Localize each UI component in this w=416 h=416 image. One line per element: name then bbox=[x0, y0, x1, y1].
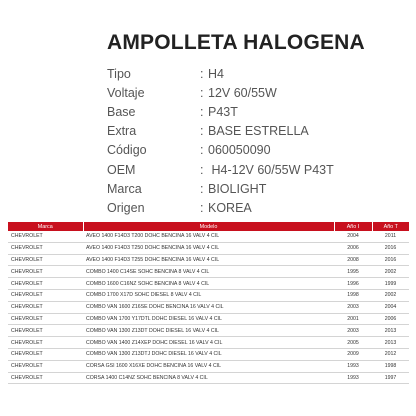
cell-modelo: CORSA GSI 1600 X16XE DOHC BENCINA 16 VALV 4 CIL bbox=[83, 360, 334, 372]
spec-row bbox=[107, 179, 407, 198]
cell-ano-termino: 2016 bbox=[372, 242, 409, 254]
table-row bbox=[8, 289, 409, 301]
cell-marca: CHEVROLET bbox=[8, 254, 83, 266]
spec-row bbox=[107, 198, 407, 217]
table-row bbox=[8, 242, 409, 254]
cell-marca: CHEVROLET bbox=[8, 348, 83, 360]
table-row bbox=[8, 360, 409, 372]
cell-modelo: COMBO VAN 1400 Z14XEP DOHC DIESEL 16 VALV 4 CIL bbox=[83, 337, 334, 349]
spec-row bbox=[107, 83, 407, 102]
cell-modelo: COMBO 1700 X17D SOHC DIESEL 8 VALV 4 CIL bbox=[83, 289, 334, 301]
cell-modelo: AVEO 1400 F14D3 T250 DOHC BENCINA 16 VALV 4 CIL bbox=[83, 242, 334, 254]
spec-key: OEM bbox=[107, 162, 136, 177]
cell-ano-termino: 1999 bbox=[372, 278, 409, 290]
cell-modelo: AVEO 1400 F14D3 T200 DOHC BENCINA 16 VALV 4 CIL bbox=[83, 231, 334, 242]
header-modelo[interactable]: Modelo bbox=[83, 222, 334, 231]
cell-ano-termino: 2006 bbox=[372, 313, 409, 325]
cell-modelo: COMBO VAN 1300 Z13DTJ DOHC DIESEL 16 VALV 4 CIL bbox=[83, 348, 334, 360]
cell-ano-inicio: 2001 bbox=[334, 313, 372, 325]
spec-separator: : bbox=[200, 200, 204, 215]
table-row bbox=[8, 325, 409, 337]
compatibility-table-wrapper bbox=[8, 222, 409, 384]
spec-separator: : bbox=[200, 66, 204, 81]
header-marca[interactable]: Marca bbox=[8, 222, 83, 231]
cell-ano-inicio: 1993 bbox=[334, 372, 372, 384]
cell-ano-termino: 2016 bbox=[372, 254, 409, 266]
cell-ano-termino: 2012 bbox=[372, 348, 409, 360]
cell-marca: CHEVROLET bbox=[8, 289, 83, 301]
spec-value: H4 bbox=[208, 66, 224, 81]
spec-separator: : bbox=[200, 124, 204, 139]
table-row bbox=[8, 313, 409, 325]
cell-ano-termino: 2013 bbox=[372, 325, 409, 337]
header-ano-inicio[interactable]: Año I bbox=[334, 222, 372, 231]
cell-modelo: COMBO 1600 C16NZ SOHC BENCINA 8 VALV 4 CIL bbox=[83, 278, 334, 290]
cell-ano-inicio: 2005 bbox=[334, 337, 372, 349]
cell-ano-inicio: 2008 bbox=[334, 254, 372, 266]
cell-modelo: COMBO VAN 1600 Z16SE DOHC BENCINA 16 VALV 4 CIL bbox=[83, 301, 334, 313]
spec-list bbox=[107, 64, 407, 218]
cell-marca: CHEVROLET bbox=[8, 301, 83, 313]
cell-marca: CHEVROLET bbox=[8, 337, 83, 349]
spec-row bbox=[107, 102, 407, 121]
spec-value: 060050090 bbox=[208, 143, 271, 158]
table-row bbox=[8, 231, 409, 242]
table-row bbox=[8, 266, 409, 278]
cell-ano-termino: 2002 bbox=[372, 266, 409, 278]
cell-ano-inicio: 2006 bbox=[334, 242, 372, 254]
cell-marca: CHEVROLET bbox=[8, 372, 83, 384]
spec-key: Código bbox=[107, 143, 147, 158]
cell-modelo: CORSA 1400 C14NZ SOHC BENCINA 8 VALV 4 CIL bbox=[83, 372, 334, 384]
spec-separator: : bbox=[200, 85, 204, 100]
cell-ano-inicio: 1996 bbox=[334, 278, 372, 290]
table-header-row bbox=[8, 222, 409, 231]
spec-key: Origen bbox=[107, 200, 145, 215]
table-body bbox=[8, 231, 409, 384]
spec-separator: : bbox=[200, 181, 204, 196]
spec-row bbox=[107, 64, 407, 83]
cell-ano-inicio: 2003 bbox=[334, 301, 372, 313]
cell-ano-inicio: 1993 bbox=[334, 360, 372, 372]
cell-marca: CHEVROLET bbox=[8, 325, 83, 337]
cell-ano-inicio: 1995 bbox=[334, 266, 372, 278]
spec-key: Tipo bbox=[107, 66, 131, 81]
spec-value: KOREA bbox=[208, 200, 252, 215]
cell-ano-termino: 1998 bbox=[372, 360, 409, 372]
spec-value: H4-12V 60/55W P43T bbox=[208, 162, 334, 177]
cell-modelo: COMBO VAN 1300 Z13DT DOHC DIESEL 16 VALV 4 CIL bbox=[83, 325, 334, 337]
cell-marca: CHEVROLET bbox=[8, 231, 83, 242]
cell-marca: CHEVROLET bbox=[8, 360, 83, 372]
cell-ano-inicio: 1998 bbox=[334, 289, 372, 301]
cell-modelo: AVEO 1400 F14D3 T255 DOHC BENCINA 16 VALV 4 CIL bbox=[83, 254, 334, 266]
cell-marca: CHEVROLET bbox=[8, 313, 83, 325]
cell-marca: CHEVROLET bbox=[8, 278, 83, 290]
compatibility-table bbox=[8, 222, 409, 384]
spec-row bbox=[107, 122, 407, 141]
spec-value: P43T bbox=[208, 104, 238, 119]
spec-separator: : bbox=[200, 143, 204, 158]
spec-separator: : bbox=[200, 162, 204, 177]
table-row bbox=[8, 254, 409, 266]
spec-row bbox=[107, 160, 407, 179]
cell-ano-inicio: 2003 bbox=[334, 325, 372, 337]
cell-modelo: COMBO VAN 1700 Y17DTL DOHC DIESEL 16 VALV 4 CIL bbox=[83, 313, 334, 325]
spec-key: Extra bbox=[107, 124, 137, 139]
spec-value: 12V 60/55W bbox=[208, 85, 277, 100]
spec-key: Voltaje bbox=[107, 85, 145, 100]
cell-ano-termino: 1997 bbox=[372, 372, 409, 384]
table-row bbox=[8, 372, 409, 384]
cell-marca: CHEVROLET bbox=[8, 266, 83, 278]
spec-key: Base bbox=[107, 104, 136, 119]
cell-ano-inicio: 2004 bbox=[334, 231, 372, 242]
spec-key: Marca bbox=[107, 181, 142, 196]
table-row bbox=[8, 278, 409, 290]
cell-ano-termino: 2013 bbox=[372, 337, 409, 349]
header-ano-termino[interactable]: Año T bbox=[372, 222, 409, 231]
table-row bbox=[8, 301, 409, 313]
cell-ano-inicio: 2009 bbox=[334, 348, 372, 360]
spec-separator: : bbox=[200, 104, 204, 119]
spec-row bbox=[107, 141, 407, 160]
cell-ano-termino: 2002 bbox=[372, 289, 409, 301]
cell-ano-termino: 2004 bbox=[372, 301, 409, 313]
table-row bbox=[8, 337, 409, 349]
product-title: AMPOLLETA HALOGENA bbox=[107, 31, 365, 54]
spec-value: BIOLIGHT bbox=[208, 181, 267, 196]
cell-modelo: COMBO 1400 C14SE SOHC BENCINA 8 VALV 4 CIL bbox=[83, 266, 334, 278]
spec-value: BASE ESTRELLA bbox=[208, 124, 309, 139]
table-row bbox=[8, 348, 409, 360]
cell-ano-termino: 2011 bbox=[372, 231, 409, 242]
cell-marca: CHEVROLET bbox=[8, 242, 83, 254]
